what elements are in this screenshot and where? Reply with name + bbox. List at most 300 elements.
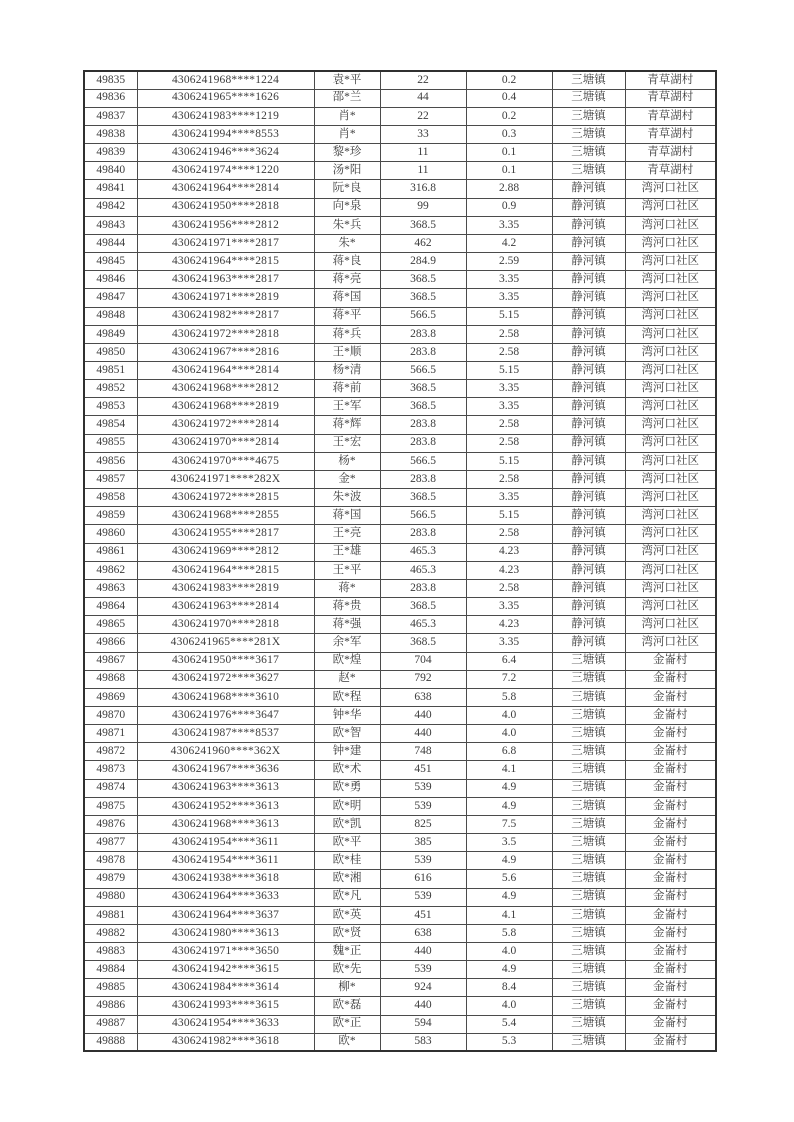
cell-area: 4.9 <box>466 852 552 870</box>
cell-amount: 440 <box>380 997 466 1015</box>
cell-amount: 283.8 <box>380 343 466 361</box>
cell-name: 蒋*辉 <box>314 416 380 434</box>
cell-village: 金崙村 <box>625 1033 716 1051</box>
table-row <box>84 670 716 688</box>
cell-id-number: 4306241960****362X <box>137 743 314 761</box>
cell-amount: 792 <box>380 670 466 688</box>
cell-id-number: 4306241955****2817 <box>137 525 314 543</box>
cell-area: 5.8 <box>466 924 552 942</box>
cell-village: 湾河口社区 <box>625 325 716 343</box>
table-row <box>84 725 716 743</box>
cell-serial: 49887 <box>84 1015 137 1033</box>
cell-id-number: 4306241972****2818 <box>137 325 314 343</box>
cell-name: 王*宏 <box>314 434 380 452</box>
cell-village: 金崙村 <box>625 961 716 979</box>
cell-serial: 49866 <box>84 634 137 652</box>
cell-area: 0.2 <box>466 107 552 125</box>
cell-amount: 368.5 <box>380 289 466 307</box>
cell-id-number: 4306241968****3610 <box>137 688 314 706</box>
table-row <box>84 652 716 670</box>
cell-serial: 49885 <box>84 979 137 997</box>
cell-area: 0.9 <box>466 198 552 216</box>
cell-town: 静河镇 <box>552 398 625 416</box>
cell-serial: 49840 <box>84 162 137 180</box>
cell-village: 金崙村 <box>625 706 716 724</box>
cell-village: 湾河口社区 <box>625 380 716 398</box>
cell-area: 2.58 <box>466 525 552 543</box>
cell-id-number: 4306241954****3611 <box>137 834 314 852</box>
cell-id-number: 4306241954****3611 <box>137 852 314 870</box>
cell-id-number: 4306241974****1220 <box>137 162 314 180</box>
cell-serial: 49853 <box>84 398 137 416</box>
cell-town: 三塘镇 <box>552 852 625 870</box>
cell-id-number: 4306241994****8553 <box>137 125 314 143</box>
table-row <box>84 144 716 162</box>
cell-town: 静河镇 <box>552 525 625 543</box>
cell-serial: 49880 <box>84 888 137 906</box>
cell-village: 湾河口社区 <box>625 598 716 616</box>
cell-town: 三塘镇 <box>552 870 625 888</box>
table-row <box>84 870 716 888</box>
cell-name: 杨*清 <box>314 362 380 380</box>
cell-name: 欧*平 <box>314 834 380 852</box>
cell-serial: 49869 <box>84 688 137 706</box>
cell-serial: 49839 <box>84 144 137 162</box>
cell-name: 朱* <box>314 234 380 252</box>
cell-amount: 451 <box>380 906 466 924</box>
cell-amount: 465.3 <box>380 543 466 561</box>
cell-town: 三塘镇 <box>552 1033 625 1051</box>
cell-serial: 49844 <box>84 234 137 252</box>
cell-id-number: 4306241965****1626 <box>137 89 314 107</box>
cell-serial: 49861 <box>84 543 137 561</box>
cell-serial: 49881 <box>84 906 137 924</box>
cell-area: 2.88 <box>466 180 552 198</box>
cell-serial: 49876 <box>84 815 137 833</box>
cell-serial: 49850 <box>84 343 137 361</box>
cell-area: 2.58 <box>466 470 552 488</box>
cell-serial: 49878 <box>84 852 137 870</box>
cell-village: 金崙村 <box>625 834 716 852</box>
cell-area: 3.35 <box>466 598 552 616</box>
cell-id-number: 4306241971****282X <box>137 470 314 488</box>
cell-area: 7.5 <box>466 815 552 833</box>
cell-name: 杨* <box>314 452 380 470</box>
cell-name: 蒋*前 <box>314 380 380 398</box>
cell-id-number: 4306241965****281X <box>137 634 314 652</box>
table-row <box>84 906 716 924</box>
cell-name: 蒋*国 <box>314 289 380 307</box>
cell-id-number: 4306241968****3613 <box>137 815 314 833</box>
cell-name: 蒋*亮 <box>314 271 380 289</box>
cell-serial: 49835 <box>84 71 137 89</box>
cell-serial: 49841 <box>84 180 137 198</box>
cell-town: 静河镇 <box>552 507 625 525</box>
cell-serial: 49884 <box>84 961 137 979</box>
cell-town: 三塘镇 <box>552 162 625 180</box>
cell-village: 湾河口社区 <box>625 525 716 543</box>
table-row <box>84 307 716 325</box>
cell-area: 5.15 <box>466 362 552 380</box>
cell-area: 6.8 <box>466 743 552 761</box>
cell-town: 三塘镇 <box>552 688 625 706</box>
cell-name: 欧*凯 <box>314 815 380 833</box>
cell-name: 肖* <box>314 125 380 143</box>
cell-village: 金崙村 <box>625 979 716 997</box>
cell-area: 0.3 <box>466 125 552 143</box>
cell-village: 湾河口社区 <box>625 634 716 652</box>
cell-amount: 748 <box>380 743 466 761</box>
cell-id-number: 4306241970****2818 <box>137 616 314 634</box>
cell-name: 袁*平 <box>314 71 380 89</box>
cell-town: 三塘镇 <box>552 979 625 997</box>
table-row <box>84 779 716 797</box>
table-row <box>84 1033 716 1051</box>
cell-town: 三塘镇 <box>552 906 625 924</box>
cell-amount: 33 <box>380 125 466 143</box>
cell-area: 2.59 <box>466 253 552 271</box>
cell-town: 静河镇 <box>552 362 625 380</box>
cell-area: 5.8 <box>466 688 552 706</box>
cell-town: 三塘镇 <box>552 888 625 906</box>
cell-name: 王*雄 <box>314 543 380 561</box>
cell-village: 金崙村 <box>625 725 716 743</box>
cell-name: 肖* <box>314 107 380 125</box>
cell-serial: 49871 <box>84 725 137 743</box>
table-row <box>84 924 716 942</box>
cell-serial: 49864 <box>84 598 137 616</box>
cell-area: 4.23 <box>466 616 552 634</box>
cell-village: 湾河口社区 <box>625 616 716 634</box>
cell-area: 5.3 <box>466 1033 552 1051</box>
cell-town: 静河镇 <box>552 343 625 361</box>
cell-amount: 825 <box>380 815 466 833</box>
cell-village: 青草湖村 <box>625 89 716 107</box>
cell-id-number: 4306241964****2815 <box>137 253 314 271</box>
table-row <box>84 216 716 234</box>
cell-name: 欧*先 <box>314 961 380 979</box>
cell-serial: 49849 <box>84 325 137 343</box>
table-row <box>84 452 716 470</box>
cell-village: 青草湖村 <box>625 162 716 180</box>
cell-id-number: 4306241964****3637 <box>137 906 314 924</box>
cell-name: 欧* <box>314 1033 380 1051</box>
cell-town: 静河镇 <box>552 198 625 216</box>
cell-amount: 539 <box>380 852 466 870</box>
cell-serial: 49862 <box>84 561 137 579</box>
cell-name: 魏*正 <box>314 943 380 961</box>
cell-amount: 316.8 <box>380 180 466 198</box>
table-row <box>84 543 716 561</box>
table-row <box>84 852 716 870</box>
cell-name: 朱*波 <box>314 489 380 507</box>
cell-amount: 594 <box>380 1015 466 1033</box>
cell-area: 4.1 <box>466 761 552 779</box>
cell-serial: 49854 <box>84 416 137 434</box>
cell-amount: 22 <box>380 71 466 89</box>
cell-town: 静河镇 <box>552 452 625 470</box>
cell-area: 4.9 <box>466 961 552 979</box>
table-row <box>84 815 716 833</box>
cell-name: 钟*华 <box>314 706 380 724</box>
cell-area: 4.0 <box>466 997 552 1015</box>
cell-name: 赵* <box>314 670 380 688</box>
table-row <box>84 107 716 125</box>
cell-name: 钟*建 <box>314 743 380 761</box>
cell-village: 金崙村 <box>625 761 716 779</box>
cell-id-number: 4306241969****2812 <box>137 543 314 561</box>
cell-name: 蒋*平 <box>314 307 380 325</box>
cell-village: 金崙村 <box>625 652 716 670</box>
cell-amount: 539 <box>380 797 466 815</box>
table-row <box>84 253 716 271</box>
cell-amount: 465.3 <box>380 561 466 579</box>
cell-village: 湾河口社区 <box>625 253 716 271</box>
table-row <box>84 579 716 597</box>
cell-town: 三塘镇 <box>552 144 625 162</box>
cell-town: 静河镇 <box>552 271 625 289</box>
cell-serial: 49888 <box>84 1033 137 1051</box>
cell-village: 湾河口社区 <box>625 416 716 434</box>
table-row <box>84 834 716 852</box>
cell-area: 5.15 <box>466 307 552 325</box>
cell-serial: 49870 <box>84 706 137 724</box>
cell-id-number: 4306241972****3627 <box>137 670 314 688</box>
table-row <box>84 979 716 997</box>
cell-village: 金崙村 <box>625 779 716 797</box>
cell-name: 欧*磊 <box>314 997 380 1015</box>
cell-amount: 44 <box>380 89 466 107</box>
cell-town: 静河镇 <box>552 416 625 434</box>
cell-serial: 49848 <box>84 307 137 325</box>
cell-id-number: 4306241964****3633 <box>137 888 314 906</box>
cell-village: 金崙村 <box>625 888 716 906</box>
cell-id-number: 4306241971****3650 <box>137 943 314 961</box>
cell-area: 7.2 <box>466 670 552 688</box>
cell-id-number: 4306241968****2855 <box>137 507 314 525</box>
cell-id-number: 4306241963****3613 <box>137 779 314 797</box>
cell-village: 金崙村 <box>625 870 716 888</box>
cell-serial: 49872 <box>84 743 137 761</box>
table-row <box>84 234 716 252</box>
cell-serial: 49845 <box>84 253 137 271</box>
cell-town: 静河镇 <box>552 489 625 507</box>
cell-amount: 368.5 <box>380 216 466 234</box>
table-row <box>84 271 716 289</box>
table-row <box>84 289 716 307</box>
cell-village: 金崙村 <box>625 688 716 706</box>
cell-id-number: 4306241982****2817 <box>137 307 314 325</box>
cell-amount: 704 <box>380 652 466 670</box>
cell-serial: 49875 <box>84 797 137 815</box>
cell-amount: 283.8 <box>380 325 466 343</box>
table-row <box>84 616 716 634</box>
cell-serial: 49855 <box>84 434 137 452</box>
cell-amount: 638 <box>380 688 466 706</box>
cell-town: 静河镇 <box>552 579 625 597</box>
cell-name: 蒋* <box>314 579 380 597</box>
cell-id-number: 4306241954****3633 <box>137 1015 314 1033</box>
cell-serial: 49857 <box>84 470 137 488</box>
cell-town: 静河镇 <box>552 307 625 325</box>
table-row <box>84 598 716 616</box>
cell-name: 余*军 <box>314 634 380 652</box>
cell-village: 湾河口社区 <box>625 470 716 488</box>
cell-town: 静河镇 <box>552 380 625 398</box>
cell-town: 三塘镇 <box>552 924 625 942</box>
subsidy-table <box>83 70 717 1052</box>
cell-village: 湾河口社区 <box>625 434 716 452</box>
cell-name: 蒋*良 <box>314 253 380 271</box>
cell-name: 欧*勇 <box>314 779 380 797</box>
cell-id-number: 4306241976****3647 <box>137 706 314 724</box>
table-row <box>84 89 716 107</box>
cell-id-number: 4306241983****1219 <box>137 107 314 125</box>
cell-serial: 49867 <box>84 652 137 670</box>
table-row <box>84 961 716 979</box>
cell-name: 蒋*强 <box>314 616 380 634</box>
cell-amount: 283.8 <box>380 434 466 452</box>
table-row <box>84 888 716 906</box>
table-row <box>84 943 716 961</box>
cell-town: 三塘镇 <box>552 652 625 670</box>
cell-serial: 49837 <box>84 107 137 125</box>
cell-amount: 368.5 <box>380 380 466 398</box>
cell-area: 3.35 <box>466 489 552 507</box>
cell-name: 欧*凡 <box>314 888 380 906</box>
cell-area: 5.4 <box>466 1015 552 1033</box>
cell-town: 静河镇 <box>552 216 625 234</box>
cell-village: 金崙村 <box>625 906 716 924</box>
table-row <box>84 489 716 507</box>
cell-village: 金崙村 <box>625 852 716 870</box>
cell-village: 青草湖村 <box>625 125 716 143</box>
cell-amount: 539 <box>380 888 466 906</box>
cell-town: 三塘镇 <box>552 670 625 688</box>
cell-id-number: 4306241968****2812 <box>137 380 314 398</box>
cell-serial: 49842 <box>84 198 137 216</box>
cell-village: 湾河口社区 <box>625 271 716 289</box>
cell-serial: 49879 <box>84 870 137 888</box>
table-row <box>84 125 716 143</box>
cell-town: 三塘镇 <box>552 834 625 852</box>
cell-id-number: 4306241964****2814 <box>137 180 314 198</box>
cell-serial: 49860 <box>84 525 137 543</box>
cell-name: 王*顺 <box>314 343 380 361</box>
cell-amount: 368.5 <box>380 398 466 416</box>
cell-area: 0.1 <box>466 144 552 162</box>
cell-amount: 22 <box>380 107 466 125</box>
cell-amount: 283.8 <box>380 416 466 434</box>
cell-village: 湾河口社区 <box>625 452 716 470</box>
cell-area: 4.23 <box>466 543 552 561</box>
cell-name: 欧*贤 <box>314 924 380 942</box>
cell-village: 湾河口社区 <box>625 507 716 525</box>
table-row <box>84 688 716 706</box>
cell-amount: 368.5 <box>380 634 466 652</box>
cell-id-number: 4306241950****2818 <box>137 198 314 216</box>
cell-serial: 49846 <box>84 271 137 289</box>
cell-name: 王*亮 <box>314 525 380 543</box>
cell-name: 金* <box>314 470 380 488</box>
cell-amount: 539 <box>380 961 466 979</box>
cell-amount: 283.8 <box>380 525 466 543</box>
cell-name: 欧*明 <box>314 797 380 815</box>
cell-town: 静河镇 <box>552 598 625 616</box>
cell-id-number: 4306241971****2819 <box>137 289 314 307</box>
cell-area: 2.58 <box>466 325 552 343</box>
cell-name: 朱*兵 <box>314 216 380 234</box>
cell-name: 蒋*兵 <box>314 325 380 343</box>
cell-amount: 924 <box>380 979 466 997</box>
cell-serial: 49852 <box>84 380 137 398</box>
cell-area: 5.6 <box>466 870 552 888</box>
table-row <box>84 761 716 779</box>
cell-amount: 440 <box>380 943 466 961</box>
cell-name: 王*平 <box>314 561 380 579</box>
cell-id-number: 4306241967****3636 <box>137 761 314 779</box>
table-row <box>84 634 716 652</box>
cell-town: 静河镇 <box>552 634 625 652</box>
table-row <box>84 997 716 1015</box>
cell-village: 湾河口社区 <box>625 234 716 252</box>
cell-village: 青草湖村 <box>625 144 716 162</box>
cell-area: 3.35 <box>466 634 552 652</box>
cell-area: 4.9 <box>466 779 552 797</box>
cell-name: 欧*术 <box>314 761 380 779</box>
cell-serial: 49877 <box>84 834 137 852</box>
cell-town: 三塘镇 <box>552 125 625 143</box>
cell-name: 阮*良 <box>314 180 380 198</box>
cell-amount: 440 <box>380 725 466 743</box>
cell-village: 湾河口社区 <box>625 543 716 561</box>
cell-name: 欧*煌 <box>314 652 380 670</box>
cell-id-number: 4306241971****2817 <box>137 234 314 252</box>
cell-serial: 49847 <box>84 289 137 307</box>
cell-village: 湾河口社区 <box>625 579 716 597</box>
cell-village: 湾河口社区 <box>625 289 716 307</box>
cell-area: 4.9 <box>466 888 552 906</box>
cell-village: 金崙村 <box>625 997 716 1015</box>
table-row <box>84 416 716 434</box>
cell-area: 5.15 <box>466 507 552 525</box>
cell-area: 2.58 <box>466 343 552 361</box>
cell-town: 三塘镇 <box>552 71 625 89</box>
cell-town: 三塘镇 <box>552 797 625 815</box>
table-row <box>84 470 716 488</box>
cell-town: 静河镇 <box>552 234 625 252</box>
cell-id-number: 4306241963****2814 <box>137 598 314 616</box>
cell-name: 邵*兰 <box>314 89 380 107</box>
table-row <box>84 434 716 452</box>
table-row <box>84 1015 716 1033</box>
cell-village: 湾河口社区 <box>625 489 716 507</box>
cell-village: 湾河口社区 <box>625 362 716 380</box>
cell-area: 0.2 <box>466 71 552 89</box>
cell-id-number: 4306241964****2814 <box>137 362 314 380</box>
cell-id-number: 4306241987****8537 <box>137 725 314 743</box>
cell-area: 3.35 <box>466 289 552 307</box>
cell-town: 三塘镇 <box>552 815 625 833</box>
cell-town: 三塘镇 <box>552 997 625 1015</box>
cell-amount: 451 <box>380 761 466 779</box>
cell-serial: 49882 <box>84 924 137 942</box>
cell-village: 青草湖村 <box>625 71 716 89</box>
cell-area: 4.0 <box>466 706 552 724</box>
cell-amount: 283.8 <box>380 579 466 597</box>
table-row <box>84 398 716 416</box>
cell-amount: 566.5 <box>380 452 466 470</box>
